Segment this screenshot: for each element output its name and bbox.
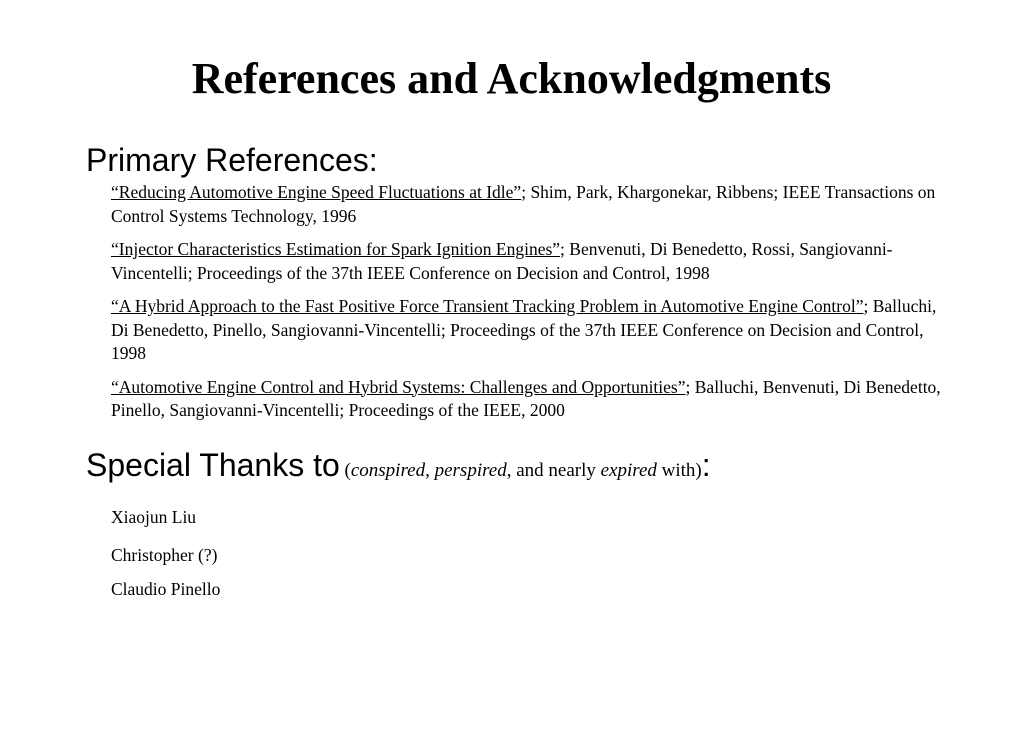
reference-details: ; Benvenuti, Di Benedetto, Rossi, Sangiovanni-Vincentelli; Proceedings of the 37th IEEE Conference on Decision and Control, 1998 (111, 239, 893, 283)
special-thanks-heading (86, 446, 711, 490)
reference-item (111, 376, 951, 423)
reference-title-link[interactable]: “A Hybrid Approach to the Fast Positive Force Transient Tracking Problem in Automotive Engine Control” (111, 296, 864, 316)
primary-references-heading: Primary References: (86, 142, 378, 178)
special-thanks-conspired: conspired (350, 460, 426, 481)
reference-details: ; Balluchi, Di Benedetto, Pinello, Sangiovanni-Vincentelli; Proceedings of the 37th IEEE Conference on Decision and Control, 1998 (111, 296, 937, 363)
thanks-person: Xiaojun Liu (111, 507, 197, 527)
thanks-person: Christopher (?) (111, 545, 218, 565)
reference-details: ; Shim, Park, Khargonekar, Ribbens; IEEE Transactions on Control Systems Technology, 1996 (111, 182, 936, 226)
reference-list (111, 181, 951, 433)
special-thanks-comma: , (425, 460, 435, 481)
reference-item (111, 295, 951, 366)
special-thanks-end: with) (656, 460, 702, 481)
reference-item (111, 238, 951, 285)
special-thanks-expired: expired (600, 460, 657, 481)
thanks-person: Claudio Pinello (111, 579, 221, 599)
reference-title-link[interactable]: “Injector Characteristics Estimation for Spark Ignition Engines” (111, 239, 561, 259)
special-thanks-perspired: perspired (434, 460, 507, 481)
reference-title-link[interactable]: “Automotive Engine Control and Hybrid Systems: Challenges and Opportunities” (111, 376, 686, 397)
special-thanks-paren-open: ( (339, 460, 351, 481)
reference-item (111, 181, 951, 228)
special-thanks-label: Special Thanks to (86, 447, 340, 483)
page-title: References and Acknowledgments (191, 54, 832, 103)
reference-details: ; Balluchi, Benvenuti, Di Benedetto, Pinello, Sangiovanni-Vincentelli; Proceedings of the IEEE, 2000 (111, 376, 941, 420)
special-thanks-mid: , and nearly (506, 460, 601, 481)
reference-title-link[interactable]: “Reducing Automotive Engine Speed Fluctuations at Idle” (111, 182, 522, 202)
special-thanks-colon: : (701, 447, 711, 483)
